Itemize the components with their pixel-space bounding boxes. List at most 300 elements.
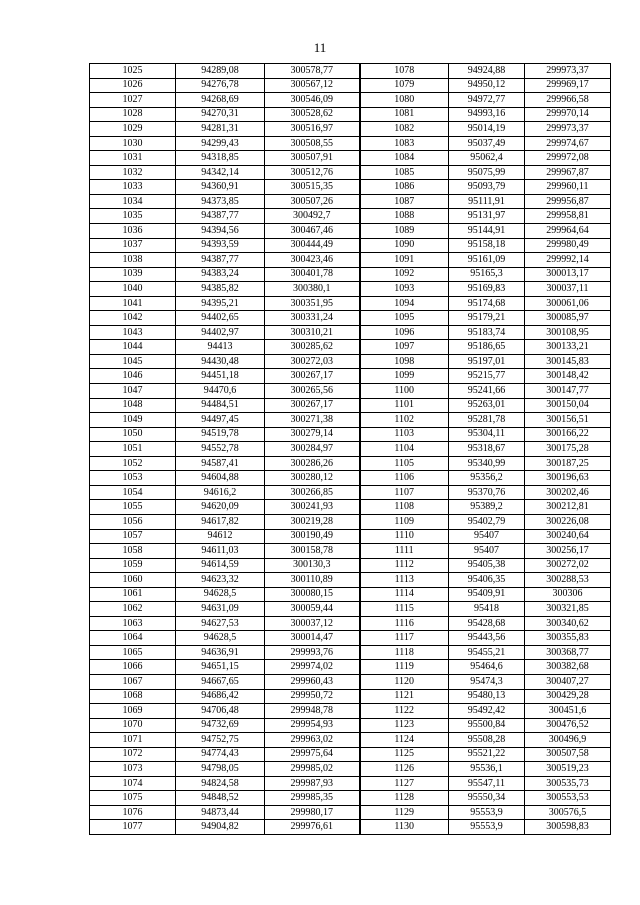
point-number-cell: 1102 (360, 413, 449, 428)
point-number-cell: 1085 (360, 165, 449, 180)
x-coordinate-cell: 94470,6 (176, 384, 265, 399)
y-coordinate-cell: 300085,97 (525, 311, 611, 326)
x-coordinate-cell: 95409,91 (449, 587, 525, 602)
point-number-cell: 1080 (360, 93, 449, 108)
x-coordinate-cell: 94318,85 (176, 151, 265, 166)
y-coordinate-cell: 300508,55 (265, 136, 360, 151)
x-coordinate-cell: 95174,68 (449, 296, 525, 311)
point-number-cell: 1076 (90, 805, 176, 820)
point-number-cell: 1119 (360, 660, 449, 675)
point-number-cell: 1125 (360, 747, 449, 762)
point-number-cell: 1045 (90, 354, 176, 369)
y-coordinate-cell: 300147,77 (525, 384, 611, 399)
x-coordinate-cell: 94623,32 (176, 573, 265, 588)
y-coordinate-cell: 300266,85 (265, 485, 360, 500)
table-row (90, 718, 611, 733)
point-number-cell: 1096 (360, 325, 449, 340)
y-coordinate-cell: 300256,17 (525, 544, 611, 559)
x-coordinate-cell: 95062,4 (449, 151, 525, 166)
y-coordinate-cell: 300553,53 (525, 791, 611, 806)
table-row (90, 282, 611, 297)
x-coordinate-cell: 94628,5 (176, 631, 265, 646)
point-number-cell: 1051 (90, 442, 176, 457)
point-number-cell: 1048 (90, 398, 176, 413)
point-number-cell: 1100 (360, 384, 449, 399)
point-number-cell: 1038 (90, 253, 176, 268)
y-coordinate-cell: 300451,6 (525, 704, 611, 719)
y-coordinate-cell: 300507,58 (525, 747, 611, 762)
point-number-cell: 1062 (90, 602, 176, 617)
point-number-cell: 1059 (90, 558, 176, 573)
point-number-cell: 1079 (360, 78, 449, 93)
x-coordinate-cell: 95131,97 (449, 209, 525, 224)
y-coordinate-cell: 300507,91 (265, 151, 360, 166)
y-coordinate-cell: 300148,42 (525, 369, 611, 384)
x-coordinate-cell: 94451,18 (176, 369, 265, 384)
y-coordinate-cell: 299980,49 (525, 238, 611, 253)
y-coordinate-cell: 300528,62 (265, 107, 360, 122)
x-coordinate-cell: 94627,53 (176, 616, 265, 631)
x-coordinate-cell: 94387,77 (176, 209, 265, 224)
x-coordinate-cell: 95521,22 (449, 747, 525, 762)
x-coordinate-cell: 95443,56 (449, 631, 525, 646)
y-coordinate-cell: 300226,08 (525, 514, 611, 529)
point-number-cell: 1063 (90, 616, 176, 631)
x-coordinate-cell: 94360,91 (176, 180, 265, 195)
y-coordinate-cell: 300267,17 (265, 369, 360, 384)
x-coordinate-cell: 95111,91 (449, 194, 525, 209)
y-coordinate-cell: 300496,9 (525, 733, 611, 748)
x-coordinate-cell: 94732,69 (176, 718, 265, 733)
x-coordinate-cell: 94393,59 (176, 238, 265, 253)
y-coordinate-cell: 299960,11 (525, 180, 611, 195)
x-coordinate-cell: 95340,99 (449, 456, 525, 471)
point-number-cell: 1087 (360, 194, 449, 209)
y-coordinate-cell: 299985,35 (265, 791, 360, 806)
y-coordinate-cell: 300166,22 (525, 427, 611, 442)
y-coordinate-cell: 299985,02 (265, 762, 360, 777)
table-row (90, 93, 611, 108)
y-coordinate-cell: 299972,08 (525, 151, 611, 166)
y-coordinate-cell: 300576,5 (525, 805, 611, 820)
table-row (90, 122, 611, 137)
table-row (90, 253, 611, 268)
x-coordinate-cell: 94497,45 (176, 413, 265, 428)
point-number-cell: 1123 (360, 718, 449, 733)
table-row (90, 747, 611, 762)
table-row (90, 238, 611, 253)
coordinates-table (89, 63, 611, 835)
x-coordinate-cell: 95144,91 (449, 224, 525, 239)
point-number-cell: 1025 (90, 64, 176, 79)
point-number-cell: 1056 (90, 514, 176, 529)
x-coordinate-cell: 94611,03 (176, 544, 265, 559)
y-coordinate-cell: 299980,17 (265, 805, 360, 820)
point-number-cell: 1108 (360, 500, 449, 515)
point-number-cell: 1029 (90, 122, 176, 137)
point-number-cell: 1035 (90, 209, 176, 224)
y-coordinate-cell: 300444,49 (265, 238, 360, 253)
x-coordinate-cell: 94519,78 (176, 427, 265, 442)
x-coordinate-cell: 95474,3 (449, 674, 525, 689)
point-number-cell: 1103 (360, 427, 449, 442)
x-coordinate-cell: 95161,09 (449, 253, 525, 268)
x-coordinate-cell: 94395,21 (176, 296, 265, 311)
y-coordinate-cell: 300108,95 (525, 325, 611, 340)
x-coordinate-cell: 94385,82 (176, 282, 265, 297)
point-number-cell: 1067 (90, 674, 176, 689)
y-coordinate-cell: 300013,17 (525, 267, 611, 282)
y-coordinate-cell: 300284,97 (265, 442, 360, 457)
y-coordinate-cell: 299992,14 (525, 253, 611, 268)
y-coordinate-cell: 299973,37 (525, 122, 611, 137)
point-number-cell: 1053 (90, 471, 176, 486)
point-number-cell: 1069 (90, 704, 176, 719)
x-coordinate-cell: 94798,05 (176, 762, 265, 777)
point-number-cell: 1090 (360, 238, 449, 253)
y-coordinate-cell: 299966,58 (525, 93, 611, 108)
x-coordinate-cell: 94612 (176, 529, 265, 544)
x-coordinate-cell: 94587,41 (176, 456, 265, 471)
table-row (90, 442, 611, 457)
y-coordinate-cell: 300512,76 (265, 165, 360, 180)
point-number-cell: 1041 (90, 296, 176, 311)
x-coordinate-cell: 95169,83 (449, 282, 525, 297)
table-row (90, 500, 611, 515)
y-coordinate-cell: 300037,12 (265, 616, 360, 631)
x-coordinate-cell: 94752,75 (176, 733, 265, 748)
point-number-cell: 1117 (360, 631, 449, 646)
point-number-cell: 1082 (360, 122, 449, 137)
y-coordinate-cell: 300279,14 (265, 427, 360, 442)
x-coordinate-cell: 94552,78 (176, 442, 265, 457)
x-coordinate-cell: 94484,51 (176, 398, 265, 413)
point-number-cell: 1115 (360, 602, 449, 617)
x-coordinate-cell: 95508,28 (449, 733, 525, 748)
x-coordinate-cell: 94993,16 (449, 107, 525, 122)
y-coordinate-cell: 300265,56 (265, 384, 360, 399)
x-coordinate-cell: 94651,15 (176, 660, 265, 675)
y-coordinate-cell: 300546,09 (265, 93, 360, 108)
y-coordinate-cell: 300515,35 (265, 180, 360, 195)
y-coordinate-cell: 300382,68 (525, 660, 611, 675)
table-row (90, 544, 611, 559)
y-coordinate-cell: 300516,97 (265, 122, 360, 137)
table-row (90, 529, 611, 544)
x-coordinate-cell: 94383,24 (176, 267, 265, 282)
point-number-cell: 1099 (360, 369, 449, 384)
table-row (90, 180, 611, 195)
x-coordinate-cell: 95405,38 (449, 558, 525, 573)
x-coordinate-cell: 95075,99 (449, 165, 525, 180)
table-row (90, 311, 611, 326)
point-number-cell: 1046 (90, 369, 176, 384)
y-coordinate-cell: 300578,77 (265, 64, 360, 79)
table-row (90, 384, 611, 399)
y-coordinate-cell: 299974,67 (525, 136, 611, 151)
point-number-cell: 1109 (360, 514, 449, 529)
point-number-cell: 1110 (360, 529, 449, 544)
y-coordinate-cell: 299993,76 (265, 645, 360, 660)
table-row (90, 674, 611, 689)
point-number-cell: 1050 (90, 427, 176, 442)
y-coordinate-cell: 299969,17 (525, 78, 611, 93)
x-coordinate-cell: 94281,31 (176, 122, 265, 137)
y-coordinate-cell: 300280,12 (265, 471, 360, 486)
point-number-cell: 1040 (90, 282, 176, 297)
point-number-cell: 1091 (360, 253, 449, 268)
y-coordinate-cell: 300272,03 (265, 354, 360, 369)
x-coordinate-cell: 95407 (449, 529, 525, 544)
table-row (90, 398, 611, 413)
y-coordinate-cell: 300267,17 (265, 398, 360, 413)
point-number-cell: 1071 (90, 733, 176, 748)
y-coordinate-cell: 300429,28 (525, 689, 611, 704)
x-coordinate-cell: 94268,69 (176, 93, 265, 108)
x-coordinate-cell: 95536,1 (449, 762, 525, 777)
table-row (90, 64, 611, 79)
x-coordinate-cell: 95241,66 (449, 384, 525, 399)
point-number-cell: 1089 (360, 224, 449, 239)
table-row (90, 369, 611, 384)
y-coordinate-cell: 300380,1 (265, 282, 360, 297)
x-coordinate-cell: 94667,65 (176, 674, 265, 689)
y-coordinate-cell: 300202,46 (525, 485, 611, 500)
point-number-cell: 1101 (360, 398, 449, 413)
point-number-cell: 1081 (360, 107, 449, 122)
point-number-cell: 1049 (90, 413, 176, 428)
point-number-cell: 1097 (360, 340, 449, 355)
x-coordinate-cell: 95500,84 (449, 718, 525, 733)
point-number-cell: 1122 (360, 704, 449, 719)
x-coordinate-cell: 95370,76 (449, 485, 525, 500)
x-coordinate-cell: 94430,48 (176, 354, 265, 369)
point-number-cell: 1121 (360, 689, 449, 704)
x-coordinate-cell: 95406,35 (449, 573, 525, 588)
x-coordinate-cell: 94628,5 (176, 587, 265, 602)
table-row (90, 136, 611, 151)
table-row (90, 616, 611, 631)
point-number-cell: 1026 (90, 78, 176, 93)
table-row (90, 151, 611, 166)
table-row (90, 762, 611, 777)
table-row (90, 602, 611, 617)
point-number-cell: 1068 (90, 689, 176, 704)
point-number-cell: 1111 (360, 544, 449, 559)
x-coordinate-cell: 94848,52 (176, 791, 265, 806)
point-number-cell: 1072 (90, 747, 176, 762)
x-coordinate-cell: 95418 (449, 602, 525, 617)
y-coordinate-cell: 300288,53 (525, 573, 611, 588)
point-number-cell: 1043 (90, 325, 176, 340)
y-coordinate-cell: 300037,11 (525, 282, 611, 297)
table-row (90, 209, 611, 224)
table-row (90, 471, 611, 486)
y-coordinate-cell: 300196,63 (525, 471, 611, 486)
x-coordinate-cell: 94299,43 (176, 136, 265, 151)
x-coordinate-cell: 94904,82 (176, 820, 265, 835)
point-number-cell: 1030 (90, 136, 176, 151)
x-coordinate-cell: 95480,13 (449, 689, 525, 704)
y-coordinate-cell: 300598,83 (525, 820, 611, 835)
y-coordinate-cell: 299975,64 (265, 747, 360, 762)
table-row (90, 427, 611, 442)
point-number-cell: 1054 (90, 485, 176, 500)
x-coordinate-cell: 94620,09 (176, 500, 265, 515)
point-number-cell: 1064 (90, 631, 176, 646)
y-coordinate-cell: 300190,49 (265, 529, 360, 544)
x-coordinate-cell: 95455,21 (449, 645, 525, 660)
page-number: 11 (313, 40, 327, 55)
point-number-cell: 1098 (360, 354, 449, 369)
x-coordinate-cell: 94394,56 (176, 224, 265, 239)
table-row (90, 354, 611, 369)
point-number-cell: 1033 (90, 180, 176, 195)
y-coordinate-cell: 300507,26 (265, 194, 360, 209)
y-coordinate-cell: 300401,78 (265, 267, 360, 282)
table-row (90, 78, 611, 93)
point-number-cell: 1086 (360, 180, 449, 195)
point-number-cell: 1042 (90, 311, 176, 326)
x-coordinate-cell: 94686,42 (176, 689, 265, 704)
x-coordinate-cell: 95428,68 (449, 616, 525, 631)
y-coordinate-cell: 300423,46 (265, 253, 360, 268)
table-row (90, 631, 611, 646)
x-coordinate-cell: 94873,44 (176, 805, 265, 820)
y-coordinate-cell: 300368,77 (525, 645, 611, 660)
x-coordinate-cell: 95547,11 (449, 776, 525, 791)
y-coordinate-cell: 300519,23 (525, 762, 611, 777)
y-coordinate-cell: 300133,21 (525, 340, 611, 355)
table-row (90, 733, 611, 748)
point-number-cell: 1037 (90, 238, 176, 253)
y-coordinate-cell: 300310,21 (265, 325, 360, 340)
y-coordinate-cell: 300535,73 (525, 776, 611, 791)
point-number-cell: 1066 (90, 660, 176, 675)
y-coordinate-cell: 300271,38 (265, 413, 360, 428)
x-coordinate-cell: 94636,91 (176, 645, 265, 660)
y-coordinate-cell: 300110,89 (265, 573, 360, 588)
point-number-cell: 1039 (90, 267, 176, 282)
point-number-cell: 1032 (90, 165, 176, 180)
point-number-cell: 1036 (90, 224, 176, 239)
point-number-cell: 1088 (360, 209, 449, 224)
x-coordinate-cell: 95215,77 (449, 369, 525, 384)
x-coordinate-cell: 95464,6 (449, 660, 525, 675)
x-coordinate-cell: 95186,65 (449, 340, 525, 355)
y-coordinate-cell: 300187,25 (525, 456, 611, 471)
point-number-cell: 1116 (360, 616, 449, 631)
table-row (90, 413, 611, 428)
y-coordinate-cell: 300212,81 (525, 500, 611, 515)
y-coordinate-cell: 300061,06 (525, 296, 611, 311)
x-coordinate-cell: 95402,79 (449, 514, 525, 529)
x-coordinate-cell: 95263,01 (449, 398, 525, 413)
y-coordinate-cell: 300219,28 (265, 514, 360, 529)
table-row (90, 340, 611, 355)
x-coordinate-cell: 95553,9 (449, 805, 525, 820)
table-row (90, 791, 611, 806)
point-number-cell: 1094 (360, 296, 449, 311)
table-row (90, 296, 611, 311)
point-number-cell: 1077 (90, 820, 176, 835)
table-row (90, 514, 611, 529)
point-number-cell: 1075 (90, 791, 176, 806)
y-coordinate-cell: 299954,93 (265, 718, 360, 733)
table-row (90, 224, 611, 239)
table-row (90, 267, 611, 282)
x-coordinate-cell: 94617,82 (176, 514, 265, 529)
x-coordinate-cell: 94614,59 (176, 558, 265, 573)
point-number-cell: 1130 (360, 820, 449, 835)
x-coordinate-cell: 95165,3 (449, 267, 525, 282)
point-number-cell: 1105 (360, 456, 449, 471)
point-number-cell: 1058 (90, 544, 176, 559)
point-number-cell: 1129 (360, 805, 449, 820)
point-number-cell: 1060 (90, 573, 176, 588)
y-coordinate-cell: 299964,64 (525, 224, 611, 239)
point-number-cell: 1078 (360, 64, 449, 79)
point-number-cell: 1031 (90, 151, 176, 166)
y-coordinate-cell: 300272,02 (525, 558, 611, 573)
point-number-cell: 1055 (90, 500, 176, 515)
point-number-cell: 1065 (90, 645, 176, 660)
x-coordinate-cell: 95553,9 (449, 820, 525, 835)
y-coordinate-cell: 300355,83 (525, 631, 611, 646)
point-number-cell: 1093 (360, 282, 449, 297)
table-row (90, 107, 611, 122)
y-coordinate-cell: 300156,51 (525, 413, 611, 428)
x-coordinate-cell: 94413 (176, 340, 265, 355)
point-number-cell: 1047 (90, 384, 176, 399)
y-coordinate-cell: 299958,81 (525, 209, 611, 224)
y-coordinate-cell: 299960,43 (265, 674, 360, 689)
x-coordinate-cell: 94631,09 (176, 602, 265, 617)
y-coordinate-cell: 300467,46 (265, 224, 360, 239)
x-coordinate-cell: 94289,08 (176, 64, 265, 79)
y-coordinate-cell: 299963,02 (265, 733, 360, 748)
y-coordinate-cell: 300331,24 (265, 311, 360, 326)
y-coordinate-cell: 300145,83 (525, 354, 611, 369)
point-number-cell: 1083 (360, 136, 449, 151)
point-number-cell: 1120 (360, 674, 449, 689)
x-coordinate-cell: 94950,12 (449, 78, 525, 93)
x-coordinate-cell: 94387,77 (176, 253, 265, 268)
y-coordinate-cell: 299948,78 (265, 704, 360, 719)
x-coordinate-cell: 95550,34 (449, 791, 525, 806)
table-row (90, 456, 611, 471)
x-coordinate-cell: 94270,31 (176, 107, 265, 122)
y-coordinate-cell: 300241,93 (265, 500, 360, 515)
y-coordinate-cell: 299956,87 (525, 194, 611, 209)
point-number-cell: 1057 (90, 529, 176, 544)
table-row (90, 325, 611, 340)
point-number-cell: 1052 (90, 456, 176, 471)
point-number-cell: 1070 (90, 718, 176, 733)
x-coordinate-cell: 95281,78 (449, 413, 525, 428)
y-coordinate-cell: 300407,27 (525, 674, 611, 689)
table-row (90, 194, 611, 209)
table-row (90, 645, 611, 660)
point-number-cell: 1044 (90, 340, 176, 355)
y-coordinate-cell: 299970,14 (525, 107, 611, 122)
y-coordinate-cell: 300175,28 (525, 442, 611, 457)
point-number-cell: 1114 (360, 587, 449, 602)
y-coordinate-cell: 300285,62 (265, 340, 360, 355)
point-number-cell: 1113 (360, 573, 449, 588)
x-coordinate-cell: 94373,85 (176, 194, 265, 209)
table-row (90, 587, 611, 602)
